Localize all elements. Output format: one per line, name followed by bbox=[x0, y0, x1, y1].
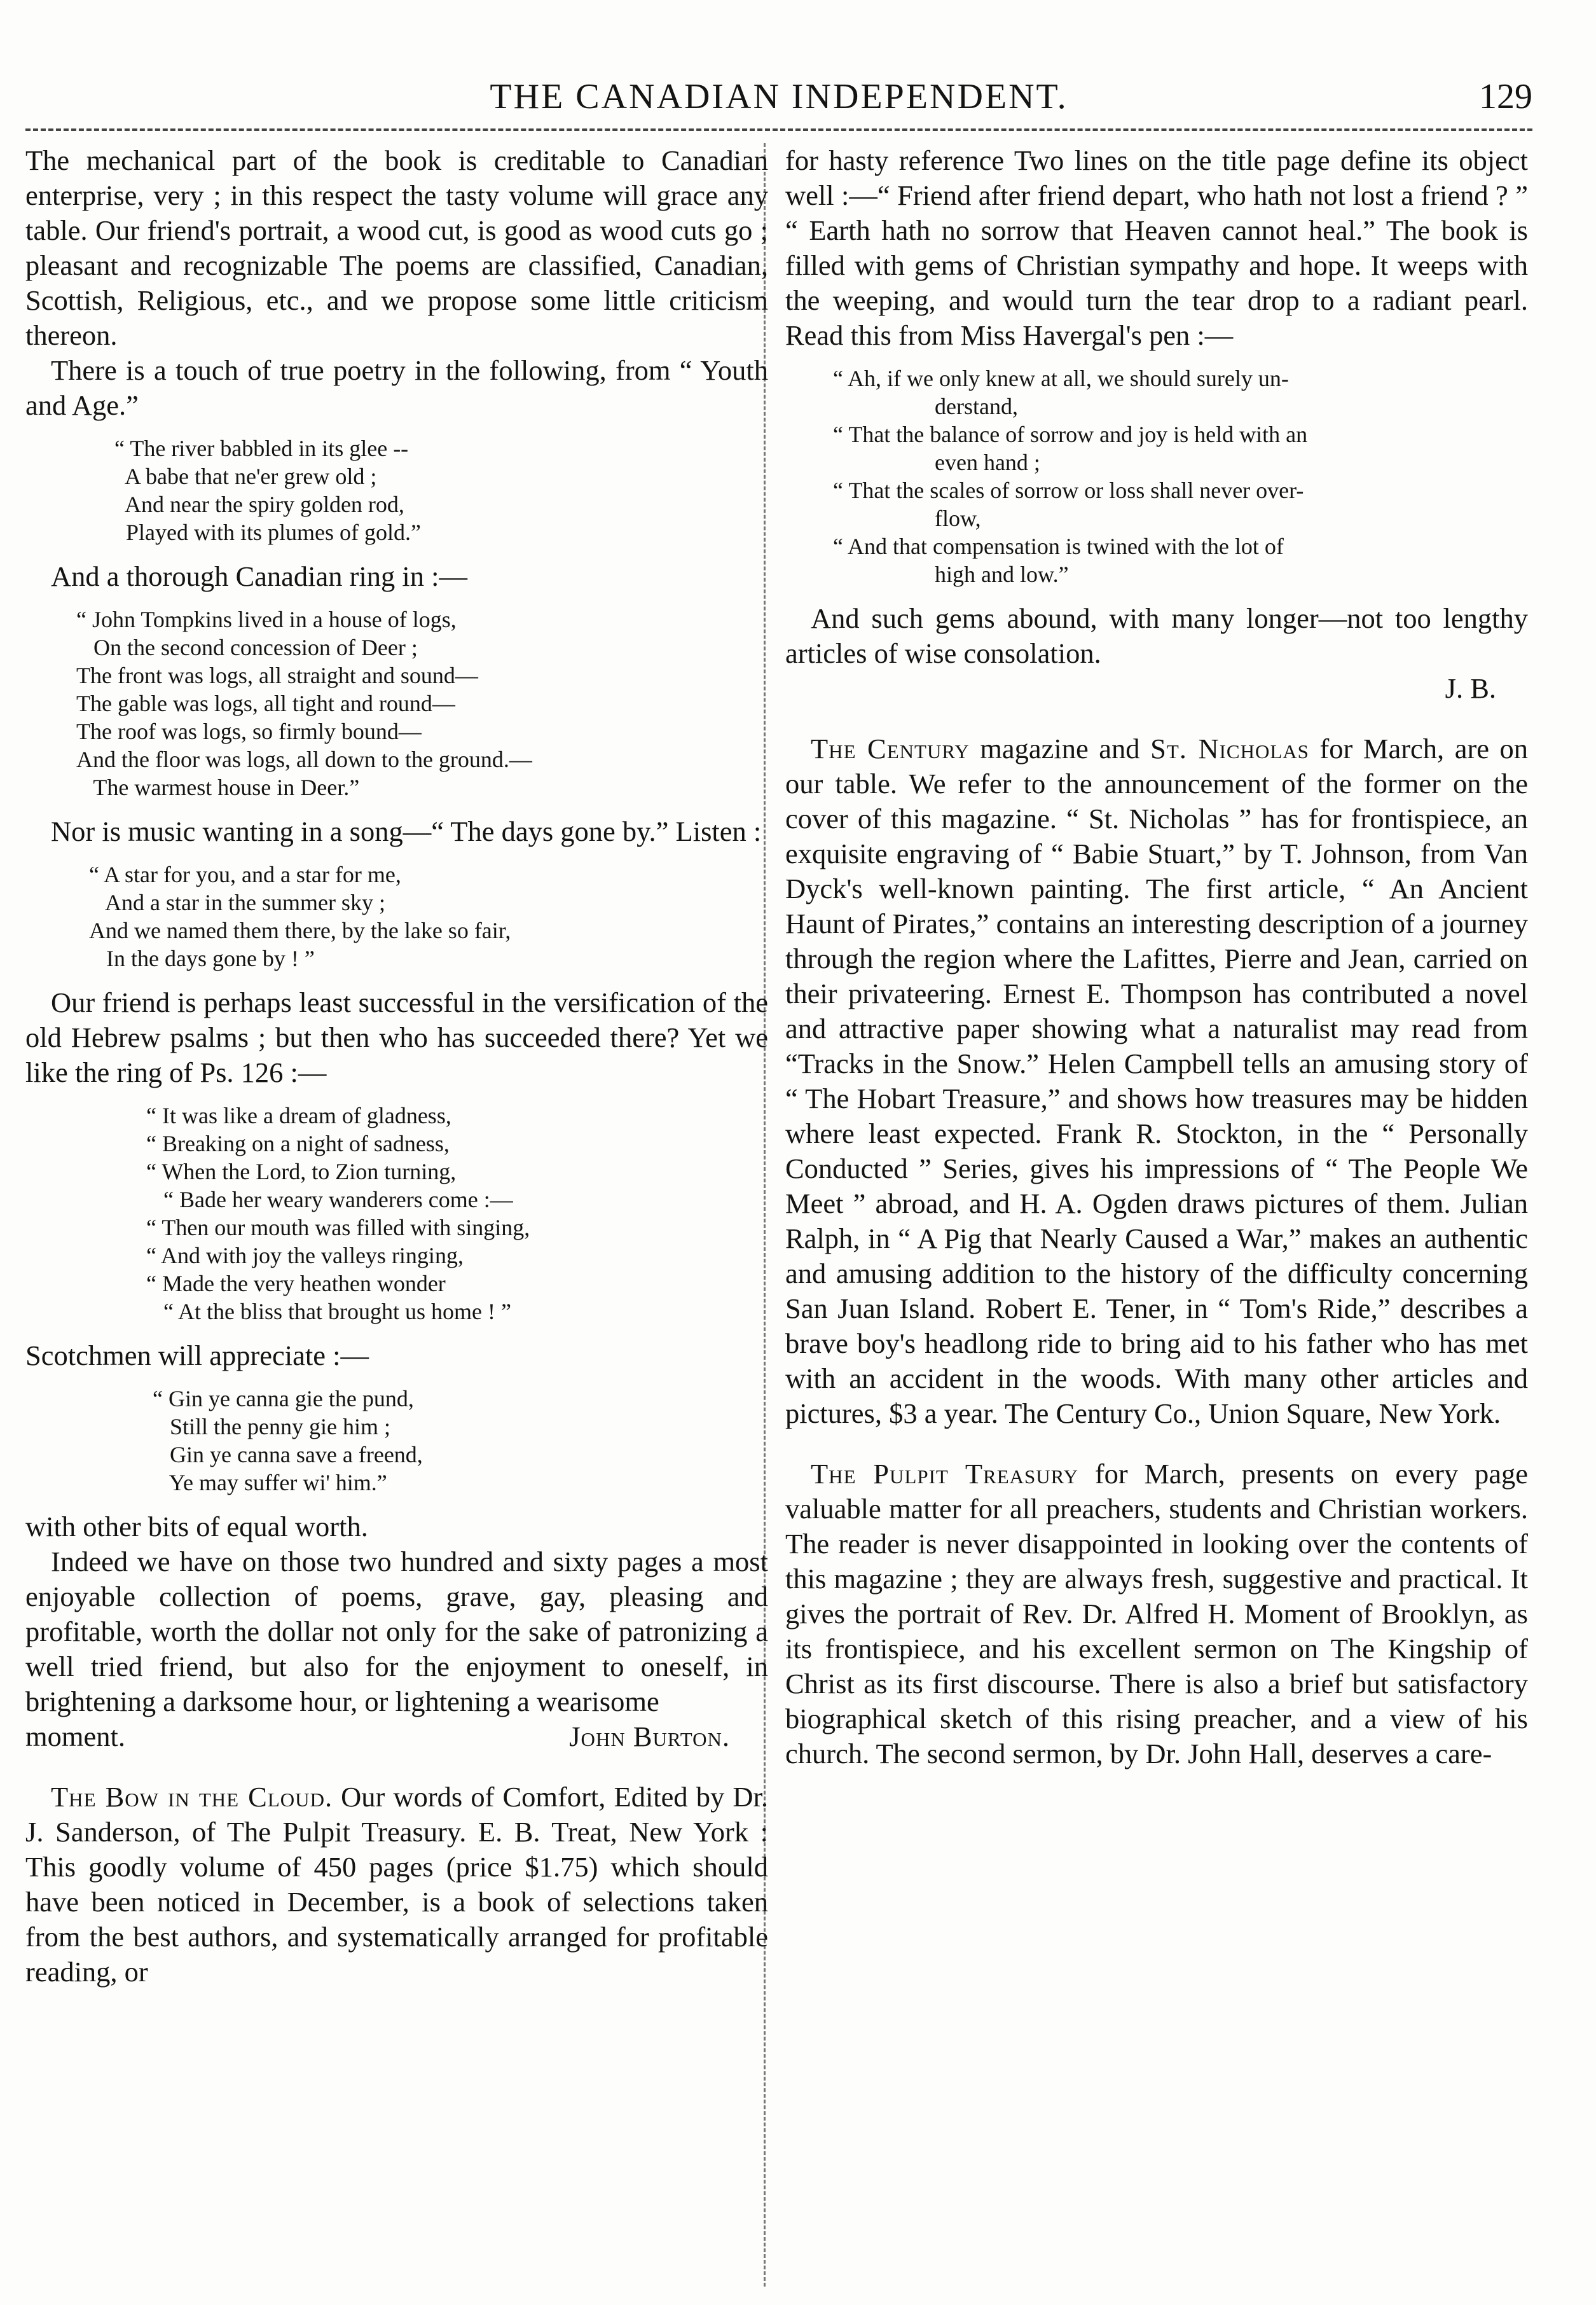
poem-quote bbox=[25, 434, 768, 546]
poem-line: “ The river babbled in its glee -- bbox=[114, 436, 409, 461]
poem-line: And a star in the summer sky ; bbox=[89, 890, 385, 915]
signature-line bbox=[25, 1719, 768, 1754]
poem-line: And we named them there, by the lake so fair, bbox=[89, 918, 511, 943]
poem-quote bbox=[25, 606, 768, 801]
page-header bbox=[25, 76, 1532, 127]
paragraph: And such gems abound, with many longer—not too lengthy articles of wise consolation. bbox=[785, 602, 1528, 669]
poem-line: “ When the Lord, to Zion turning, bbox=[146, 1159, 457, 1184]
poem-line: flow, bbox=[935, 506, 981, 531]
poem-quote bbox=[25, 861, 768, 973]
poem-line: “ Then our mouth was filled with singing, bbox=[146, 1215, 530, 1240]
poem-line: Ye may suffer wi' him.” bbox=[153, 1470, 387, 1495]
poem-line: “ At the bliss that brought us home ! ” bbox=[146, 1299, 511, 1324]
poem-line: “ A star for you, and a star for me, bbox=[89, 862, 401, 887]
poem-line: The roof was logs, so firmly bound— bbox=[76, 719, 422, 744]
paragraph: There is a touch of true poetry in the following, from “ Youth and Age.” bbox=[25, 354, 768, 421]
paragraph-end: moment. bbox=[25, 1720, 125, 1752]
poem-line: And near the spiry golden rod, bbox=[114, 492, 404, 517]
review-paragraph bbox=[25, 1780, 768, 1990]
page-number: 129 bbox=[1479, 77, 1532, 116]
poem-line: The warmest house in Deer.” bbox=[76, 775, 360, 800]
review-heading: The Bow in the Cloud. bbox=[51, 1781, 333, 1813]
paragraph: Nor is music wanting in a song—“ The days gone by.” Listen : bbox=[51, 815, 762, 847]
poem-line: And the floor was logs, all down to the ground.— bbox=[76, 747, 532, 772]
review-heading: St. Nicholas bbox=[1150, 733, 1309, 765]
poem-line: “ And that compensation is twined with the lot of bbox=[833, 534, 1284, 559]
poem-line: “ Made the very heathen wonder bbox=[146, 1271, 446, 1296]
paragraph: Scotchmen will appreciate :— bbox=[25, 1339, 369, 1371]
review-paragraph bbox=[785, 731, 1528, 1431]
review-text: for March, are on our table. We refer to the announcement of the former on the cover of this magazine. “ St. Nicholas ” has for frontispiece, an exquisite engraving of “ Babie Stuart,” by T. Johnson, from Van Dyck's well-known painting. The first article, “ An Ancient Haunt of Pirates,” contains an interesting description of a journey through the region where the Lafittes, Pierre and Jean, carried on their privateering. Ernest E. Thompson has contributed a novel and attractive paper showing what a naturalist may read from “Tracks in the Snow.” Helen Campbell tells an amusing story of “ The Hobart Treasure,” and shows how treasures may be hidden where least expected. Frank R. Stockton, in the “ Personally Conducted ” Series, gives his impressions of “ The People We Meet ” abroad, and H. A. Ogden draws pictures of them. Julian Ralph, in “ A Pig that Nearly Caused a War,” makes an authentic and amusing addition to the history of the difficulty concerning San Juan Island. Robert E. Tener, in “ Tom's Ride,” describes a brave boy's headlong ride to bring aid to his father who has met with an accident in the woods. With many other articles and pictures, $3 a year. The Century Co., Union Square, New York. bbox=[785, 733, 1529, 1429]
review-paragraph bbox=[785, 1457, 1528, 1771]
poem-line: “ Bade her weary wanderers come :— bbox=[146, 1187, 513, 1212]
poem-line: The front was logs, all straight and sound— bbox=[76, 663, 478, 688]
poem-line: The gable was logs, all tight and round— bbox=[76, 691, 455, 716]
section-gap bbox=[25, 1754, 768, 1780]
signature: John Burton. bbox=[569, 1720, 730, 1752]
poem-line: “ It was like a dream of gladness, bbox=[146, 1103, 451, 1128]
poem-line: Gin ye canna save a freend, bbox=[153, 1442, 423, 1467]
poem-line: “ Breaking on a night of sadness, bbox=[146, 1131, 450, 1156]
header-rule bbox=[25, 128, 1532, 131]
poem-line: In the days gone by ! ” bbox=[89, 946, 315, 971]
poem-quote bbox=[25, 1102, 768, 1326]
poem-line: On the second concession of Deer ; bbox=[76, 635, 418, 660]
poem-line: A babe that ne'er grew old ; bbox=[114, 464, 377, 489]
left-column bbox=[25, 143, 768, 1990]
poem-line: “ That the scales of sorrow or loss shall never over- bbox=[833, 478, 1304, 503]
section-gap bbox=[785, 706, 1528, 731]
poem-line: Played with its plumes of gold.” bbox=[114, 520, 421, 545]
poem-line: high and low.” bbox=[935, 562, 1069, 587]
poem-line: “ That the balance of sorrow and joy is held with an bbox=[833, 422, 1308, 447]
signature: J. B. bbox=[1445, 672, 1496, 704]
paragraph: The mechanical part of the book is creditable to Canadian enterprise, very ; in this respect the tasty volume will grace any table. Our friend's portrait, a wood cut, is good as wood cuts go ; pleasant and recognizable The poems are classified, Canadian, Scottish, Religious, etc., and we propose some little criticism thereon. bbox=[25, 144, 768, 351]
review-heading: The Pulpit Treasury bbox=[811, 1458, 1079, 1490]
review-text: Our words of Comfort, Edited by Dr. J. Sanderson, of The Pulpit Treasury. E. B. Treat, New York : This goodly volume of 450 pages (price $1.75) which should have been noticed in December, is a book of selections taken from the best authors, and systematically arranged for profitable reading, or bbox=[25, 1781, 768, 1988]
section-gap bbox=[785, 1431, 1528, 1457]
poem-line: Still the penny gie him ; bbox=[153, 1414, 390, 1439]
poem-line: “ Gin ye canna gie the pund, bbox=[153, 1386, 414, 1411]
paragraph: with other bits of equal worth. bbox=[25, 1511, 368, 1542]
poem-line: even hand ; bbox=[935, 450, 1040, 475]
review-text: for March, presents on every page valuable matter for all preachers, students and Christian workers. The reader is never disappointed in looking over the contents of this magazine ; they are always fresh, suggestive and practical. It gives the portrait of Rev. Dr. Alfred H. Moment of Brooklyn, as its frontispiece, and his excellent sermon on The Kingship of Christ as its first discourse. There is also a brief but satisfactory biographical sketch of this rising preacher, and a view of his church. The second sermon, by Dr. John Hall, deserves a care- bbox=[785, 1458, 1529, 1769]
poem-line: “ John Tompkins lived in a house of logs, bbox=[76, 607, 457, 632]
paragraph: Our friend is perhaps least successful in the versification of the old Hebrew psalms ; but then who has succeeded there? Yet we like the ring of Ps. 126 :— bbox=[25, 986, 768, 1088]
review-text: magazine and bbox=[980, 733, 1140, 765]
paragraph: for hasty reference Two lines on the title page define its object well :—“ Friend after friend depart, who hath not lost a friend ? ” “ Earth hath no sorrow that Heaven cannot heal.” The book is filled with gems of Christian sympathy and hope. It weeps with the weeping, and would turn the tear drop to a radiant pearl. Read this from Miss Havergal's pen :— bbox=[785, 144, 1528, 351]
poem-line: “ Ah, if we only knew at all, we should surely un- bbox=[833, 366, 1289, 391]
right-column bbox=[785, 143, 1528, 1771]
review-heading: The Century bbox=[811, 733, 970, 765]
running-title: THE CANADIAN INDEPENDENT. bbox=[490, 77, 1068, 116]
paragraph: Indeed we have on those two hundred and sixty pages a most enjoyable collection of poems, grave, gay, pleasing and profitable, worth the dollar not only for the sake of patronizing a well tried friend, but also for the enjoyment to oneself, in brightening a darksome hour, or lightening a wearisome bbox=[25, 1546, 768, 1717]
paragraph: And a thorough Canadian ring in :— bbox=[51, 560, 468, 592]
poem-line: “ And with joy the valleys ringing, bbox=[146, 1243, 464, 1268]
poem-quote bbox=[25, 1385, 768, 1497]
poem-line: derstand, bbox=[935, 394, 1018, 419]
poem-quote bbox=[785, 364, 1528, 588]
